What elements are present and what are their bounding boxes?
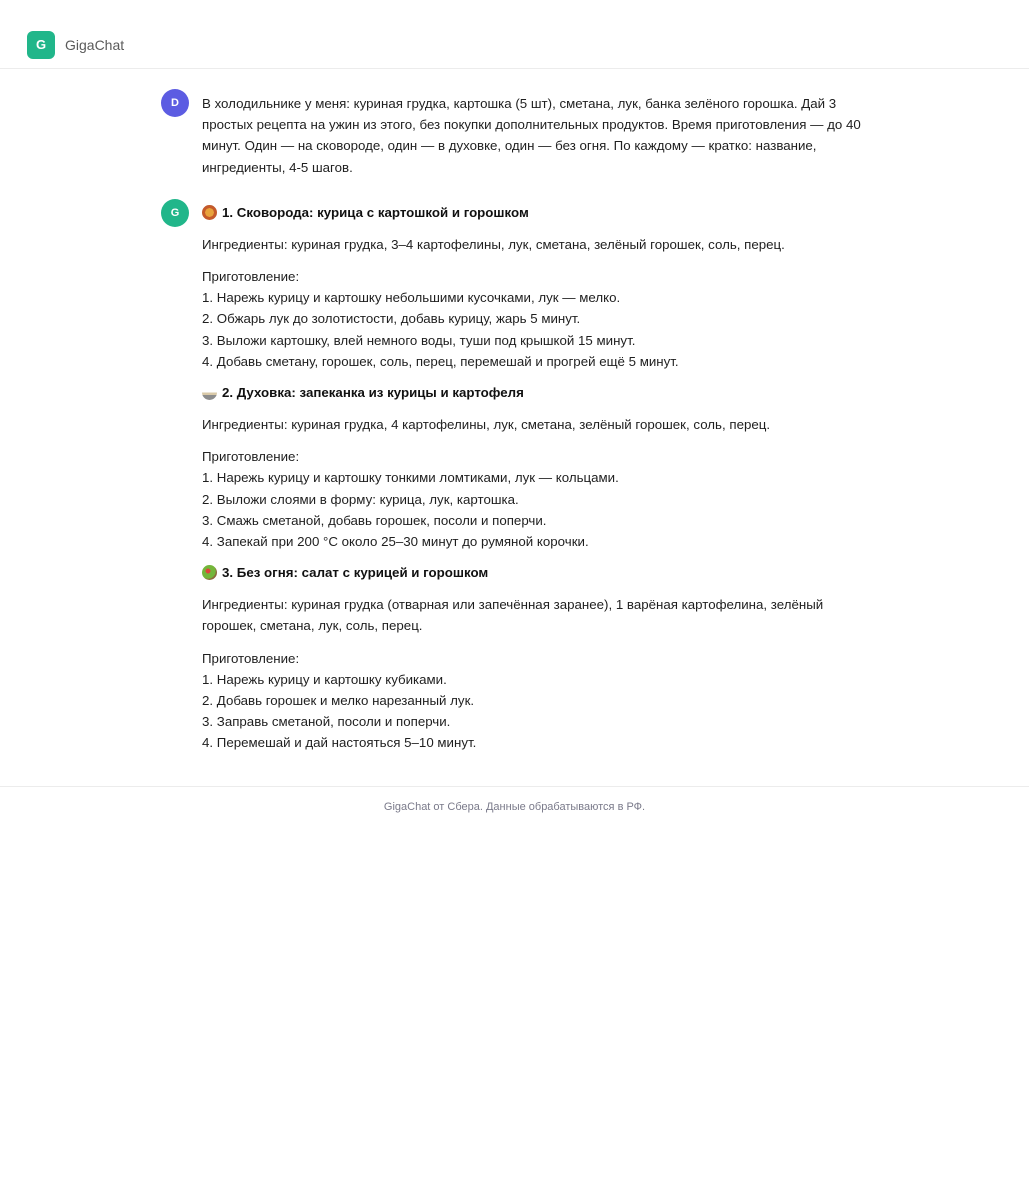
recipe-step: 1. Нарежь курицу и картошку кубиками. bbox=[202, 671, 447, 687]
recipe-step: 2. Добавь горошек и мелко нарезанный лук. bbox=[202, 693, 475, 709]
recipe-block bbox=[202, 562, 871, 753]
recipe-steps-title: Приготовление: bbox=[202, 650, 300, 666]
salad-icon bbox=[202, 565, 217, 580]
recipe-title bbox=[202, 382, 871, 403]
assistant-message-body bbox=[202, 199, 871, 754]
assistant-avatar: G bbox=[161, 199, 189, 227]
footer-disclaimer: GigaChat от Сбера. Данные обрабатываются в РФ. bbox=[383, 801, 646, 813]
recipe-title-text: 2. Духовка: запеканка из курицы и картофеля bbox=[222, 385, 524, 401]
recipe-block bbox=[202, 202, 871, 372]
gigachat-logo[interactable]: G bbox=[27, 31, 55, 59]
recipe-step: 4. Перемешай и дай настояться 5–10 минут. bbox=[202, 735, 477, 751]
chat-thread bbox=[0, 89, 1029, 754]
user-message bbox=[161, 89, 871, 178]
recipe-step: 2. Обжарь лук до золотистости, добавь курицу, жарь 5 минут. bbox=[202, 311, 581, 327]
user-message-text: В холодильнике у меня: куриная грудка, картошка (5 шт), сметана, лук, банка зелёного горошка. Дай 3 простых рецепта на ужин из этого, без покупки дополнительных продуктов. Время приготовления — до 40 минут. Один — на сковороде, один — в духовке, один — без огня. По каждому — кратко: название, ингредиенты, 4-5 шагов. bbox=[202, 96, 861, 175]
recipe-step: 1. Нарежь курицу и картошку небольшими кусочками, лук — мелко. bbox=[202, 290, 621, 306]
recipe-step: 1. Нарежь курицу и картошку тонкими ломтиками, лук — кольцами. bbox=[202, 470, 619, 486]
recipe-title-text: 3. Без огня: салат с курицей и горошком bbox=[222, 565, 489, 581]
recipe-step: 4. Добавь сметану, горошек, соль, перец, перемешай и прогрей ещё 5 минут. bbox=[202, 353, 679, 369]
user-avatar: D bbox=[161, 89, 189, 117]
footer bbox=[0, 786, 1029, 836]
recipe-steps-title: Приготовление: bbox=[202, 269, 300, 285]
recipe-steps bbox=[202, 467, 871, 552]
recipe-step: 3. Смажь сметаной, добавь горошек, посоли и поперчи. bbox=[202, 512, 547, 528]
recipe-steps-title: Приготовление: bbox=[202, 449, 300, 465]
recipe-title bbox=[202, 562, 871, 583]
recipe-step: 3. Заправь сметаной, посоли и поперчи. bbox=[202, 714, 451, 730]
recipe-title bbox=[202, 202, 871, 223]
recipe-ingredients: Ингредиенты: куриная грудка (отварная или запечённая заранее), 1 варёная картофелина, зелёный горошек, сметана, лук, соль, перец. bbox=[202, 597, 824, 634]
recipe-step: 4. Запекай при 200 °C около 25–30 минут до румяной корочки. bbox=[202, 534, 589, 550]
recipe-steps bbox=[202, 669, 871, 754]
recipe-title-text: 1. Сковорода: курица с картошкой и горошком bbox=[222, 204, 529, 220]
recipe-block bbox=[202, 382, 871, 552]
recipe-ingredients: Ингредиенты: куриная грудка, 3–4 картофелины, лук, сметана, зелёный горошек, соль, перец. bbox=[202, 236, 785, 252]
top-bar bbox=[0, 0, 1029, 69]
casserole-bowl-icon bbox=[202, 389, 217, 400]
app-title: GigaChat bbox=[65, 37, 125, 53]
recipe-steps bbox=[202, 287, 871, 372]
recipe-step: 3. Выложи картошку, влей немного воды, туши под крышкой 15 минут. bbox=[202, 332, 636, 348]
frying-pan-icon bbox=[202, 205, 217, 220]
recipe-step: 2. Выложи слоями в форму: курица, лук, картошка. bbox=[202, 491, 519, 507]
assistant-message bbox=[161, 199, 871, 754]
recipe-ingredients: Ингредиенты: куриная грудка, 4 картофелины, лук, сметана, зелёный горошек, соль, перец. bbox=[202, 417, 771, 433]
